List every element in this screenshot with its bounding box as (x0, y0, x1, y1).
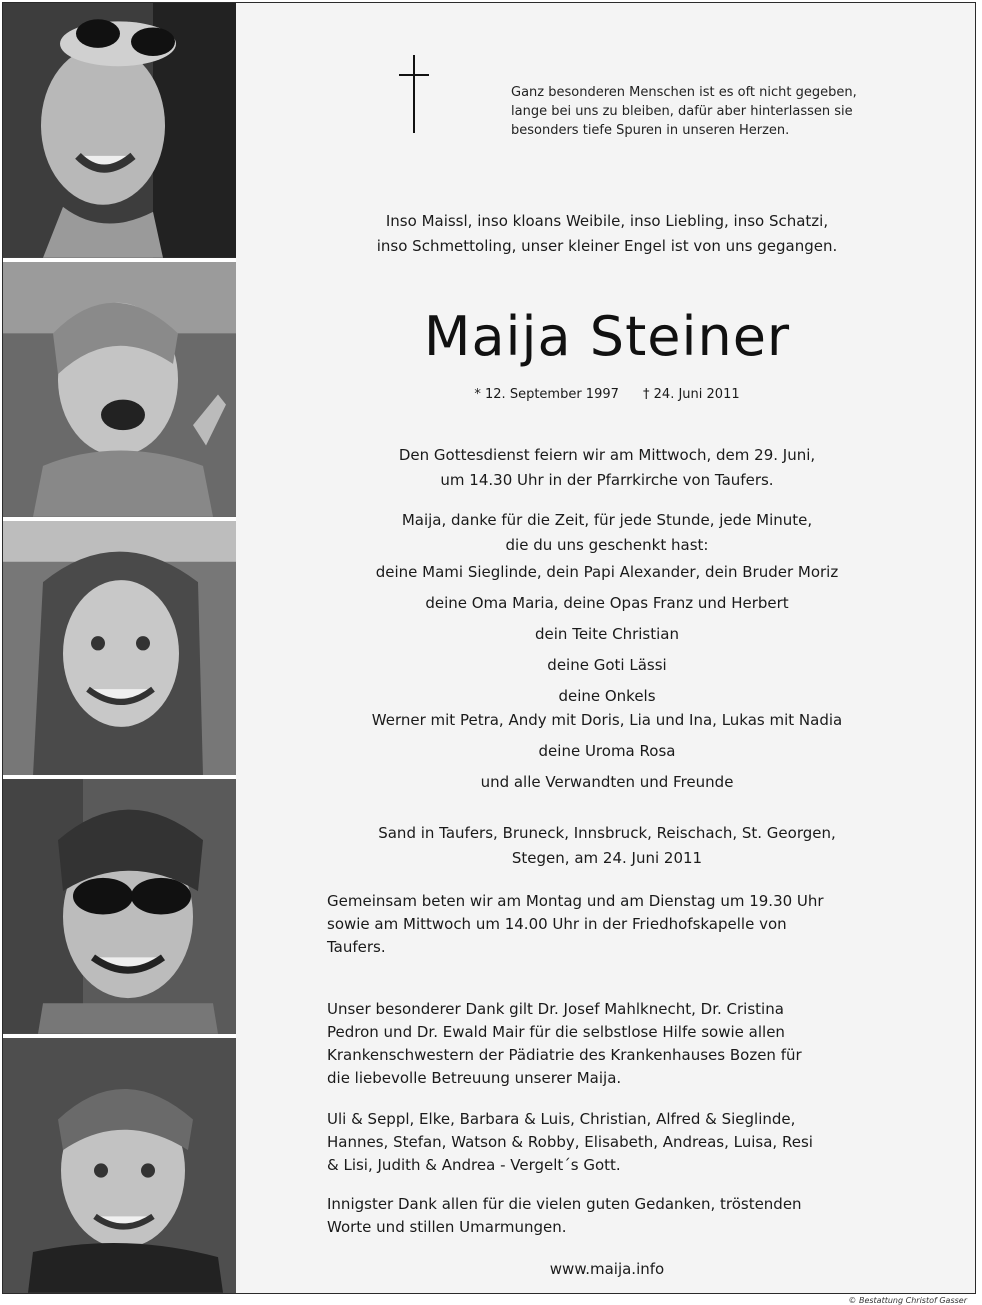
mourner-parents: deine Mami Sieglinde, dein Papi Alexander, dein Bruder Moriz (375, 563, 839, 581)
friends-line: Uli & Seppl, Elke, Barbara & Luis, Christian, Alfred & Sieglinde, (327, 1110, 796, 1128)
portrait-photo-4 (3, 779, 236, 1034)
mourner-uncles (239, 684, 975, 732)
prayer-line: sowie am Mittwoch um 14.00 Uhr in der Friedhofskapelle von (327, 915, 787, 933)
uncles-title: deine Onkels (558, 687, 656, 705)
intro-line: Inso Maissl, inso kloans Weibile, inso Liebling, inso Schatzi, (385, 212, 829, 230)
doctors-line: Pedron und Dr. Ewald Mair für die selbstlose Hilfe sowie allen (327, 1023, 785, 1041)
funeral-home-credit: © Bestattung Christof Gasser (848, 1296, 967, 1305)
motto-line: besonders tiefe Spuren in unseren Herzen. (511, 123, 790, 138)
place-line: Sand in Taufers, Bruneck, Innsbruck, Reischach, St. Georgen, (378, 824, 836, 842)
notice-content (239, 3, 975, 1305)
photo-strip (3, 3, 236, 1293)
portrait-photo-1 (3, 3, 236, 258)
thanks-intro-line: die du uns geschenkt hast: (505, 536, 709, 554)
intro-line: inso Schmettoling, unser kleiner Engel ist von uns gegangen. (376, 237, 838, 255)
motto-line: lange bei uns zu bleiben, dafür aber hinterlassen sie (511, 104, 853, 119)
birth-date: * 12. September 1997 (474, 387, 619, 402)
thanks-intro-line: Maija, danke für die Zeit, für jede Stunde, jede Minute, (401, 511, 813, 529)
motto-line: Ganz besonderen Menschen ist es oft nicht gegeben, (511, 85, 857, 100)
portrait-photo-5 (3, 1038, 236, 1293)
uncles-names: Werner mit Petra, Andy mit Doris, Lia und Ina, Lukas mit Nadia (371, 711, 843, 729)
funeral-service-text (239, 443, 975, 493)
place-line: Stegen, am 24. Juni 2011 (511, 849, 703, 867)
mourner-goti: deine Goti Lässi (547, 656, 667, 674)
doctors-line: Krankenschwestern der Pädiatrie des Krankenhauses Bozen für (327, 1046, 802, 1064)
mourner-teite: dein Teite Christian (535, 625, 679, 643)
final-thanks-line: Worte und stillen Umarmungen. (327, 1218, 567, 1236)
deceased-name: Maija Steiner (423, 305, 791, 368)
service-line: um 14.30 Uhr in der Pfarrkirche von Taufers. (440, 471, 774, 489)
portrait-photo-2 (3, 262, 236, 517)
mourner-grandparents: deine Oma Maria, deine Opas Franz und Herbert (425, 594, 789, 612)
final-thanks (327, 1193, 877, 1239)
mourner-great-grandmother: deine Uroma Rosa (538, 742, 676, 760)
mourners-list (239, 560, 975, 801)
service-line: Den Gottesdienst feiern wir am Mittwoch, dem 29. Juni, (398, 446, 816, 464)
prayer-notice (327, 890, 877, 959)
website-link[interactable]: www.maija.info (549, 1260, 665, 1278)
prayer-line: Taufers. (327, 938, 386, 956)
thanks-intro-text (239, 508, 975, 558)
cross-icon (399, 55, 429, 133)
doctors-thanks (327, 998, 877, 1090)
life-dates (239, 385, 975, 405)
mourner-relatives: und alle Verwandten und Freunde (480, 773, 734, 791)
motto-quote (511, 83, 951, 140)
friends-line: & Lisi, Judith & Andrea - Vergelt´s Gott. (327, 1156, 621, 1174)
friends-line: Hannes, Stefan, Watson & Robby, Elisabeth, Andreas, Luisa, Resi (327, 1133, 813, 1151)
portrait-photo-3 (3, 521, 236, 776)
doctors-line: Unser besonderer Dank gilt Dr. Josef Mahlknecht, Dr. Cristina (327, 1000, 784, 1018)
final-thanks-line: Innigster Dank allen für die vielen guten Gedanken, tröstenden (327, 1195, 802, 1213)
death-date: † 24. Juni 2011 (643, 387, 740, 402)
intro-text (239, 209, 975, 259)
doctors-line: die liebevolle Betreuung unserer Maija. (327, 1069, 622, 1087)
place-and-date (239, 821, 975, 871)
friends-thanks (327, 1108, 877, 1177)
prayer-line: Gemeinsam beten wir am Montag und am Dienstag um 19.30 Uhr (327, 892, 824, 910)
obituary-notice (2, 2, 976, 1305)
